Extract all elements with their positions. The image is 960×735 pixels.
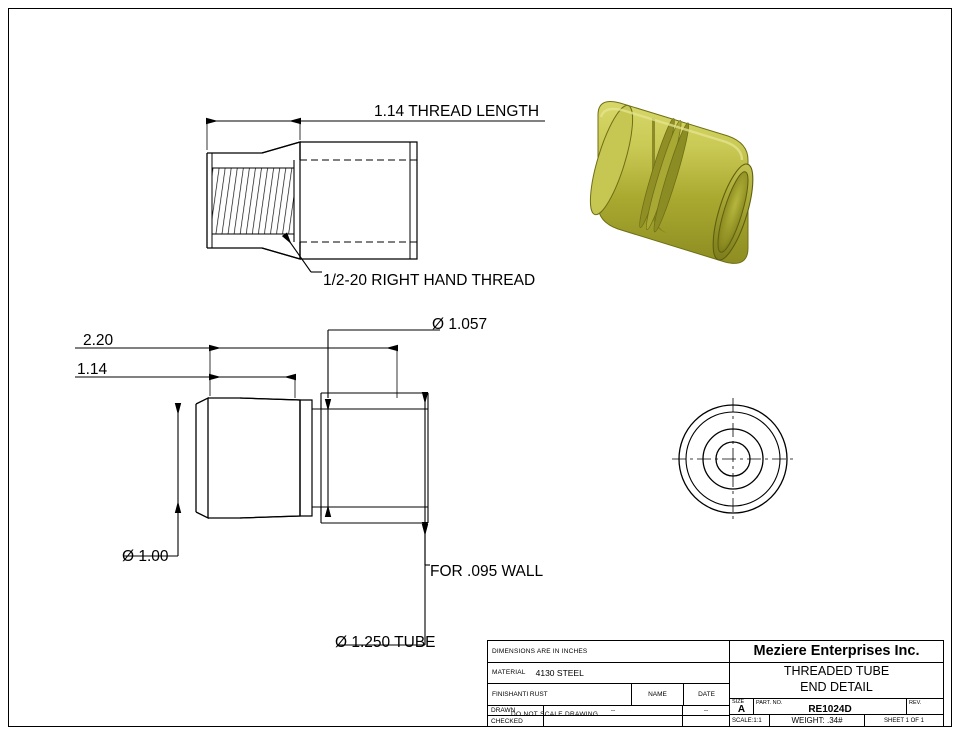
drawn-name: --	[610, 706, 616, 714]
title-block-right	[730, 641, 943, 726]
drawing-title	[730, 663, 943, 699]
dimension-dia-1-057: Ø 1.057	[432, 316, 488, 333]
part-number-cell	[754, 699, 907, 715]
dimension-2-20: 2.20	[83, 332, 114, 349]
annotation-thread-length: 1.14 THREAD LENGTH	[374, 103, 540, 120]
material-label: MATERIAL	[492, 669, 526, 677]
size-value: A	[737, 703, 746, 715]
size-label: SIZE	[732, 698, 745, 705]
material-row	[488, 663, 729, 685]
name-column-label: NAME	[648, 690, 667, 698]
scale-value: SCALE:1:1	[732, 717, 762, 724]
annotation-thread-spec: 1/2-20 RIGHT HAND THREAD	[323, 272, 536, 289]
rev-cell	[907, 699, 943, 715]
weight-value: WEIGHT: .34#	[791, 716, 843, 726]
drawn-label: DRAWN	[491, 706, 516, 714]
part-row	[730, 699, 943, 716]
drawing-title-line1: THREADED TUBE	[783, 664, 890, 679]
size-cell	[730, 699, 754, 715]
do-not-scale-note: DO NOT SCALE DRAWING	[511, 711, 599, 718]
finish-value: ANTI RUST	[513, 690, 548, 698]
dimension-1-14: 1.14	[77, 361, 108, 378]
dimensions-note: DIMENSIONS ARE IN INCHES	[492, 647, 588, 655]
dimension-dia-1-250-tube: Ø 1.250 TUBE	[335, 634, 436, 651]
dimension-dia-1-00: Ø 1.00	[122, 548, 169, 565]
annotation-for-095-wall: FOR .095 WALL	[430, 563, 544, 580]
material-value: 4130 STEEL	[535, 667, 584, 678]
finish-label: FINISH	[492, 690, 514, 698]
part-number-value: RE1024D	[808, 703, 852, 715]
date-column-label: DATE	[698, 690, 715, 698]
bottom-row	[730, 715, 943, 726]
rev-label: REV.	[909, 699, 922, 706]
part-number-label: PART. NO.	[756, 699, 783, 706]
drawn-date: --	[703, 706, 709, 714]
company-name: Meziere Enterprises Inc.	[730, 641, 943, 663]
checked-label: CHECKED	[491, 717, 523, 725]
sheet-value: SHEET 1 OF 1	[884, 717, 924, 724]
finish-row	[488, 684, 729, 706]
dimensions-note-row	[488, 641, 729, 663]
drawing-title-line2: END DETAIL	[800, 680, 873, 695]
